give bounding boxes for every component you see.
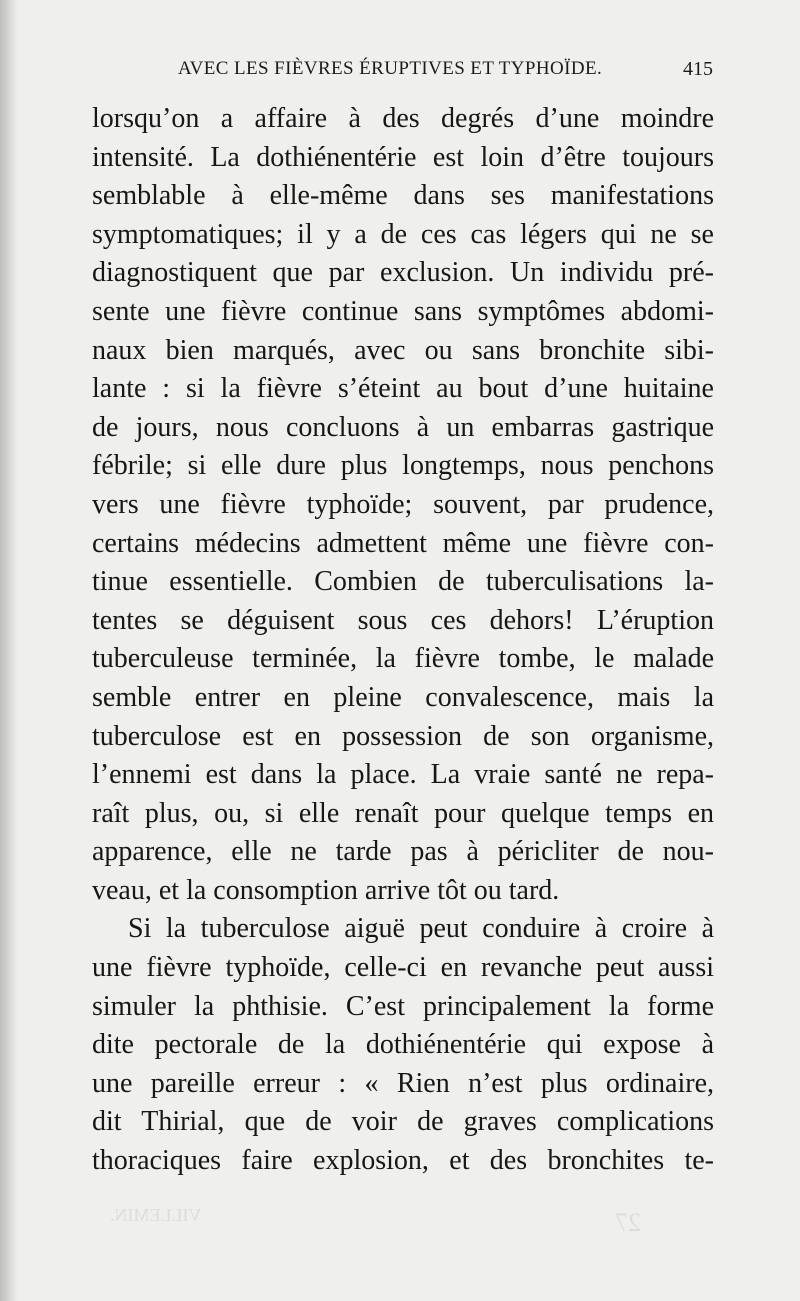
text-line: fébrile; si elle dure plus longtemps, nous penchons: [92, 450, 714, 482]
text-line: veau, et la consomption arrive tôt ou tard.: [92, 874, 560, 906]
text-line: symptomatiques; il y a de ces cas légers qui ne se: [92, 218, 714, 250]
text-line: tuberculeuse terminée, la fièvre tombe, le malade: [92, 643, 714, 675]
text-line: dit Thirial, que de voir de graves complications: [92, 1106, 714, 1138]
text-line: Si la tuberculose aiguë peut conduire à croire à: [128, 913, 714, 945]
text-line: tinue essentielle. Combien de tuberculisations la-: [92, 566, 714, 598]
page-number: 415: [683, 58, 713, 80]
text-line: lorsqu’on a affaire à des degrés d’une moindre: [92, 103, 714, 134]
text-line: semblable à elle-même dans ses manifestations: [92, 180, 714, 212]
text-line: semble entrer en pleine convalescence, mais la: [92, 681, 714, 713]
text-line: diagnostiquent que par exclusion. Un individu pré-: [92, 257, 714, 289]
text-line: de jours, nous concluons à un embarras gastrique: [92, 411, 714, 443]
page-header: [178, 58, 713, 88]
body-text: [92, 100, 714, 1181]
text-line: raît plus, ou, si elle renaît pour quelque temps en: [92, 797, 714, 829]
text-line: vers une fièvre typhoïde; souvent, par prudence,: [92, 488, 714, 520]
text-line: apparence, elle ne tarde pas à péricliter de nou-: [92, 836, 714, 868]
text-line: intensité. La dothiénentérie est loin d’être toujours: [92, 141, 714, 173]
text-line: l’ennemi est dans la place. La vraie santé ne repa-: [92, 759, 714, 791]
text-line: sente une fièvre continue sans symptômes abdomi-: [92, 295, 714, 327]
text-line: thoraciques faire explosion, et des bronchites te-: [92, 1145, 714, 1177]
text-line: une pareille erreur : « Rien n’est plus ordinaire,: [92, 1067, 714, 1099]
text-line: une fièvre typhoïde, celle-ci en revanche peut aussi: [92, 952, 714, 984]
text-line: simuler la phthisie. C’est principalement la forme: [92, 990, 714, 1022]
text-line: dite pectorale de la dothiénentérie qui expose à: [92, 1029, 714, 1061]
text-line: lante : si la fièvre s’éteint au bout d’une huitaine: [92, 373, 714, 405]
text-line: tuberculose est en possession de son organisme,: [92, 720, 714, 752]
text-line: tentes se déguisent sous ces dehors! L’éruption: [92, 604, 714, 636]
show-through-name: VILLEMIN.: [110, 1205, 202, 1225]
running-head: AVEC LES FIÈVRES ÉRUPTIVES ET TYPHOÏDE.: [178, 58, 603, 79]
page-gutter-shadow: [0, 0, 18, 1301]
text-line: naux bien marqués, avec ou sans bronchite sibi-: [92, 334, 714, 366]
show-through-signature: 27: [615, 1208, 641, 1237]
text-line: certains médecins admettent même une fièvre con-: [92, 527, 714, 559]
